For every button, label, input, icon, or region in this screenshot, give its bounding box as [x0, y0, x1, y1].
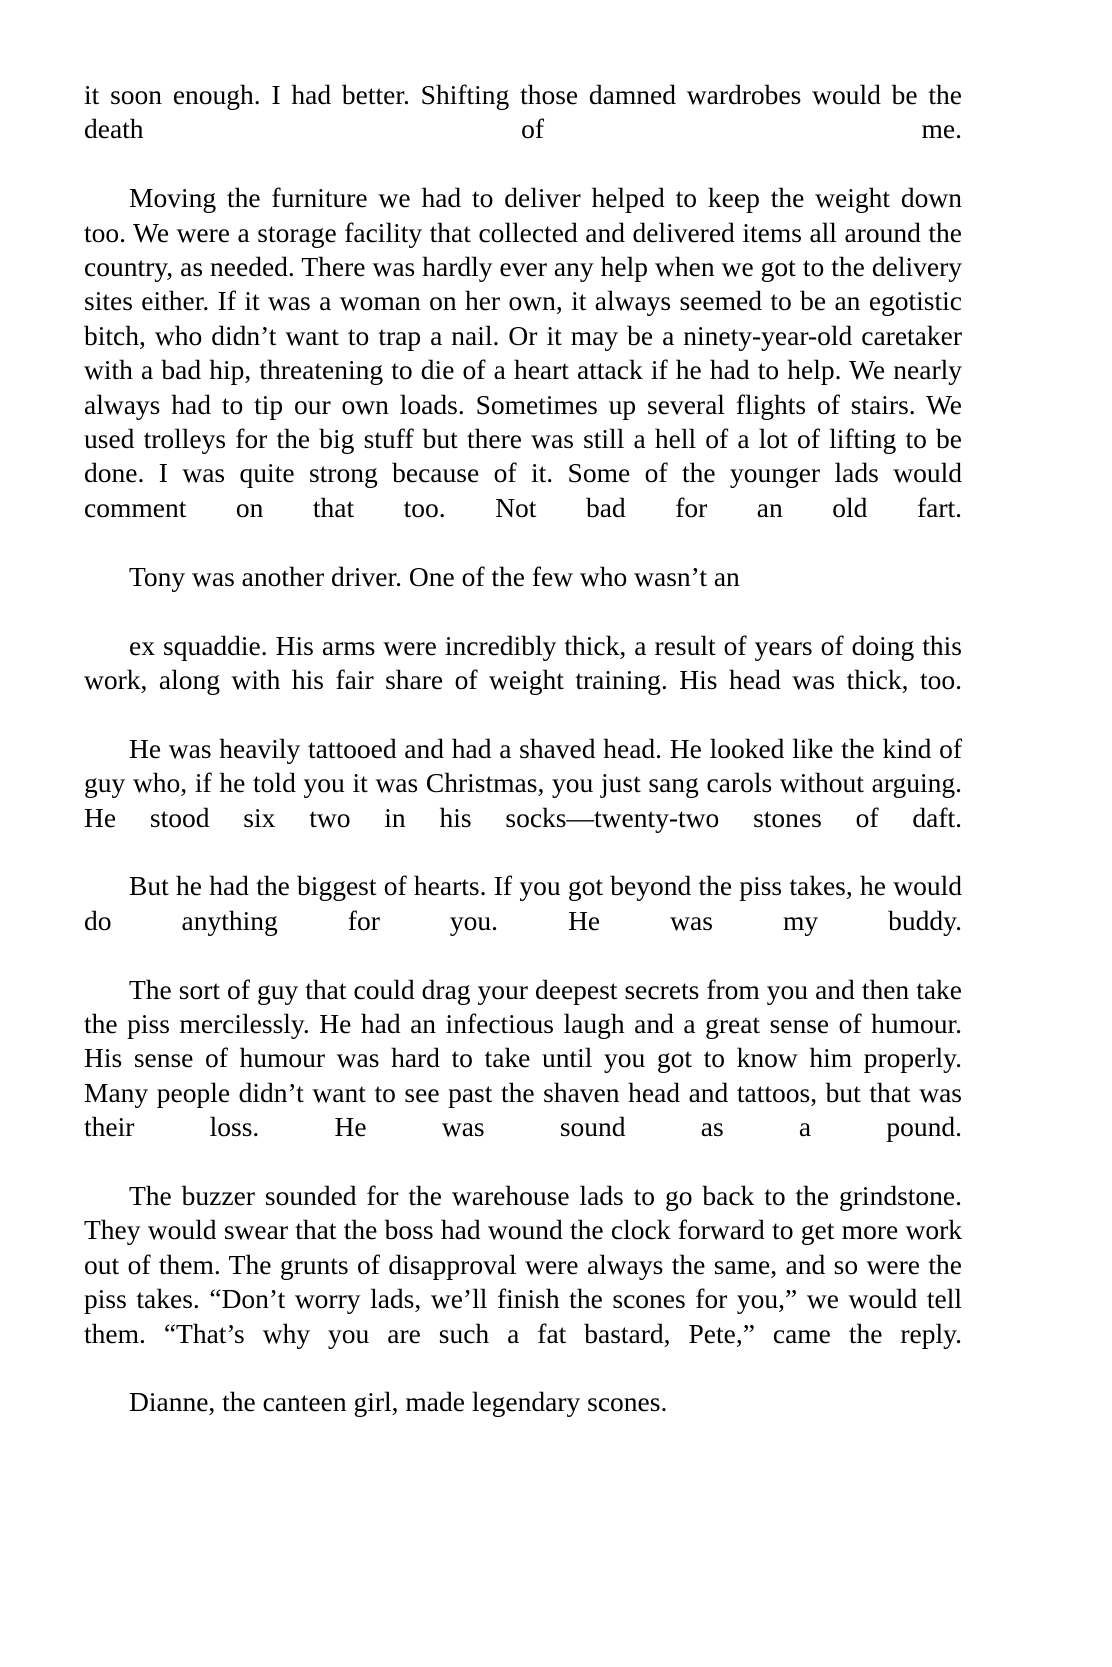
paragraph: Tony was another driver. One of the few who wasn’t an — [129, 560, 740, 592]
paragraph: it soon enough. I had better. Shifting those damned wardrobes would be the death of me. — [84, 79, 962, 145]
paragraph: The buzzer sounded for the warehouse lads to go back to the grindstone. They would swear that the boss had wound the clock forward to get more work out of them. The grunts of disapproval were always the same, and so were the piss takes. “Don’t worry lads, we’ll finish the scones for you,” we would tell them. “That’s why you are such a fat bastard, Pete,” came the reply. — [84, 1180, 962, 1349]
paragraph: Dianne, the canteen girl, made legendary scones. — [129, 1386, 668, 1418]
paragraph: Moving the furniture we had to deliver helped to keep the weight down too. We were a storage facility that collected and delivered items all around the country, as needed. There was hardly ever any help when we got to the delivery sites either. If it was a woman on her own, it always seemed to be an egotistic bitch, who didn’t want to trap a nail. Or it may be a ninety-year-old caretaker with a bad hip, threatening to die of a heart attack if he had to help. We nearly always had to tip our own loads. Sometimes up several flights of stairs. We used trolleys for the big stuff but there was still a hell of a lot of lifting to be done. I was quite strong because of it. Some of the younger lads would comment on that too. Not bad for an old fart. — [84, 182, 962, 523]
paragraph: ex squaddie. His arms were incredibly thick, a result of years of doing this work, along with his fair share of weight training. His head was thick, too. — [84, 629, 962, 695]
paragraph: But he had the biggest of hearts. If you got beyond the piss takes, he would do anything for you. He was my buddy. — [84, 870, 962, 936]
paragraph: The sort of guy that could drag your deepest secrets from you and then take the piss mercilessly. He had an infectious laugh and a great sense of humour. His sense of humour was hard to take until you got to know him properly. Many people didn’t want to see past the shaven head and tattoos, but that was their loss. He was sound as a pound. — [84, 973, 962, 1143]
paragraph: He was heavily tattooed and had a shaved head. He looked like the kind of guy who, if he told you it was Christmas, you just sang carols without arguing. He stood six two in his socks—twenty-two stones of daft. — [84, 732, 962, 833]
page-text-block — [84, 78, 962, 1454]
